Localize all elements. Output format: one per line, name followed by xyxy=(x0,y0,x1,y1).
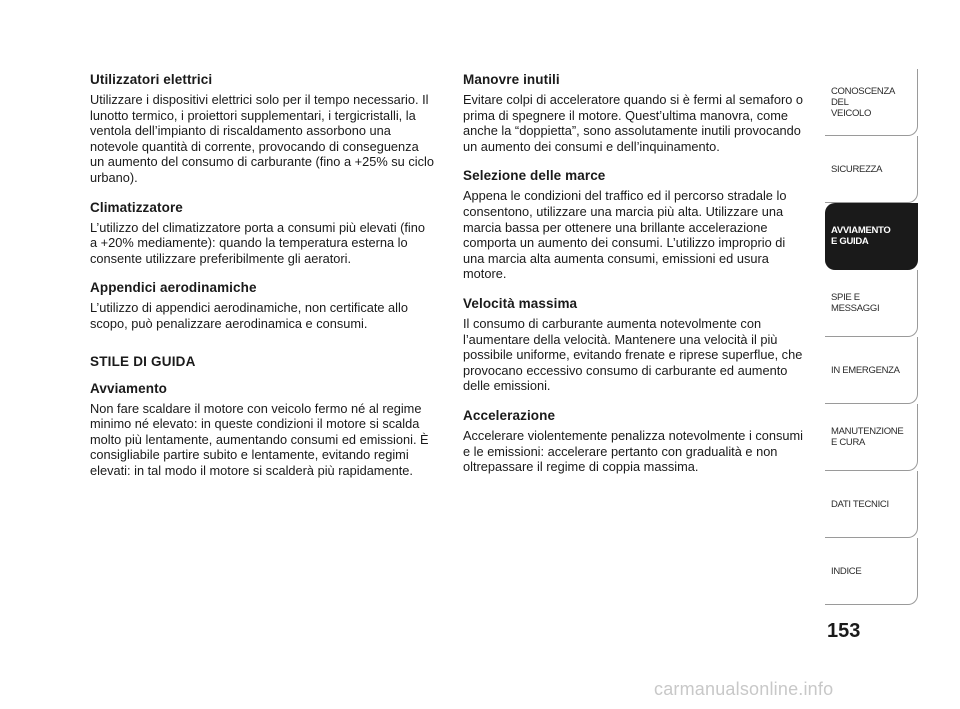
tab-spie-e-messaggi[interactable]: SPIE E MESSAGGI xyxy=(825,270,918,337)
heading-velocita-massima: Velocità massima xyxy=(463,295,578,311)
heading-utilizzatori-elettrici: Utilizzatori elettrici xyxy=(90,72,213,87)
page-number: 153 xyxy=(827,620,861,642)
section-title-stile-di-guida: STILE DI GUIDA xyxy=(90,353,196,369)
heading-accelerazione: Accelerazione xyxy=(463,407,556,423)
tab-indice[interactable]: INDICE xyxy=(825,538,918,605)
paragraph-accelerazione: Accelerare violentemente penalizza notevolmente i consumi e le emissioni: accelerare pertanto con gradualità e non oltrepassare il regime di coppia massima. xyxy=(463,427,804,475)
left-column xyxy=(90,72,435,493)
paragraph-selezione-marce: Appena le condizioni del traffico ed il percorso stradale lo consentono, utilizzare una marcia più alta. Utilizzare una marcia bassa per ottenere una brillante accelerazione comporta un aumento dei consumi. L’utilizzo improprio di una marcia alta aumenta consumi, emissioni ed usura motore. xyxy=(463,188,787,282)
tab-sicurezza[interactable]: SICUREZZA xyxy=(825,136,918,203)
tab-avviamento-e-guida[interactable]: AVVIAMENTO E GUIDA xyxy=(825,203,918,270)
paragraph-velocita-massima: Il consumo di carburante aumenta notevolmente con l’aumentare della velocità. Mantenere una velocità il più possibile uniforme, evitando frenate e riprese superflue, che provocano eccessivo consumo di carburante ed aumento delle emissioni. xyxy=(463,315,803,394)
paragraph-utilizzatori-elettrici: Utilizzare i dispositivi elettrici solo per il tempo necessario. Il lunotto termico, i proiettori supplementari, i tergicristalli, la ventola dell’impianto di riscaldamento assorbono una notevole quantità di corrente, provocando di conseguenza un aumento del consumo di carburante (fino a +25% su ciclo urbano). xyxy=(90,92,434,185)
heading-climatizzatore: Climatizzatore xyxy=(90,199,183,215)
chapter-tabs xyxy=(825,69,918,605)
paragraph-climatizzatore: L’utilizzo del climatizzatore porta a consumi più elevati (fino a +20% mediamente): quando la temperatura esterna lo consente utilizzare preferibilmente gli aeratori. xyxy=(90,219,426,266)
paragraph-appendici-aerodinamiche: L’utilizzo di appendici aerodinamiche, non certificate allo scopo, può penalizzare aerodinamica e consumi. xyxy=(90,300,408,331)
tab-manutenzione-e-cura[interactable]: MANUTENZIONE E CURA xyxy=(825,404,918,471)
right-column xyxy=(463,72,803,489)
tab-conoscenza-del-veicolo[interactable]: CONOSCENZA DEL VEICOLO xyxy=(825,69,918,136)
heading-selezione-marce: Selezione delle marce xyxy=(463,168,606,184)
heading-appendici-aerodinamiche: Appendici aerodinamiche xyxy=(90,280,257,296)
heading-manovre-inutili: Manovre inutili xyxy=(463,72,560,87)
watermark: carmanualsonline.info xyxy=(654,679,834,699)
paragraph-manovre-inutili: Evitare colpi di acceleratore quando si è fermi al semaforo o prima di spegnere il motore. Quest’ultima manovra, come anche la “doppietta”, sono assolutamente inutili provocando un aumento dei consumi e dell’inquinamento. xyxy=(463,92,803,154)
heading-avviamento: Avviamento xyxy=(90,380,168,396)
tab-dati-tecnici[interactable]: DATI TECNICI xyxy=(825,471,918,538)
paragraph-avviamento: Non fare scaldare il motore con veicolo fermo né al regime minimo né elevato: in queste condizioni il motore si scalda molto più lentamente, aumentando consumi ed emissioni. È consigliabile partire subito e lentamente, evitando regimi elevati: in tal modo il motore si scalderà più rapidamente. xyxy=(90,400,429,478)
tab-in-emergenza[interactable]: IN EMERGENZA xyxy=(825,337,918,404)
